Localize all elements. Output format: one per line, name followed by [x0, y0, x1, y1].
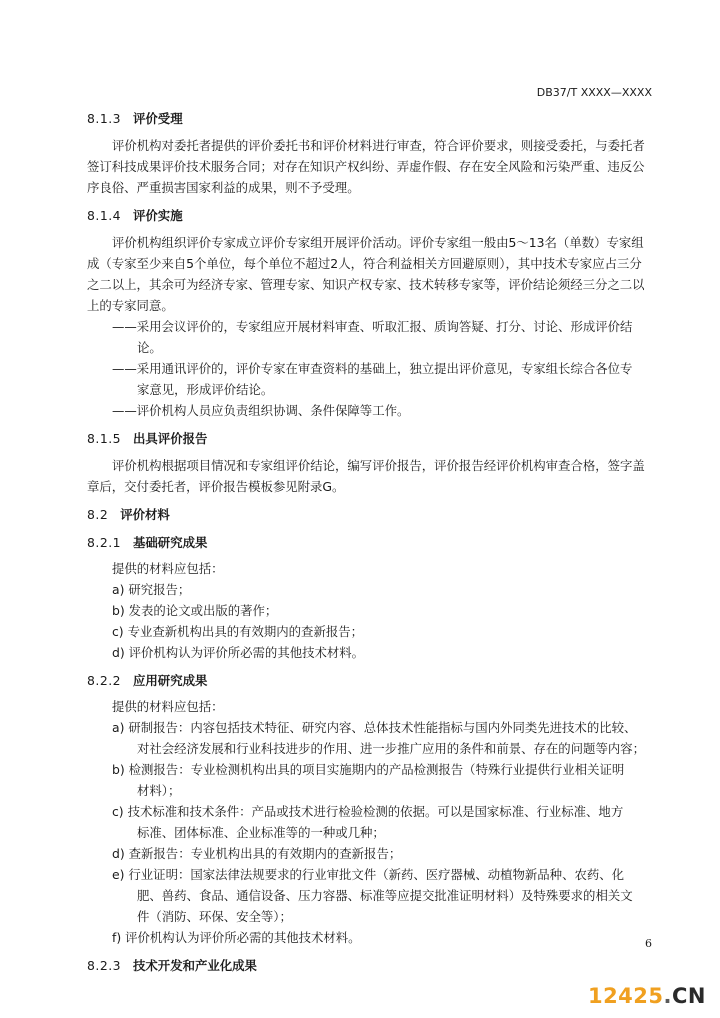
page-number: 6 — [645, 937, 652, 950]
section-title: 出具评价报告 — [133, 431, 208, 446]
list-item-continuation: 对社会经济发展和行业科技进步的作用、进一步推广应用的条件和前景、存在的问题等内容； — [137, 741, 646, 756]
list-item: c) 专业查新机构出具的有效期内的查新报告； — [112, 624, 364, 639]
section-title: 应用研究成果 — [133, 673, 208, 688]
watermark-dot: . — [663, 984, 672, 1008]
list-item-continuation: 标准、团体标准、企业标准等的一种或几种； — [137, 825, 385, 840]
list-item: d) 查新报告：专业机构出具的有效期内的查新报告； — [112, 846, 402, 861]
dash-item-line: 家意见，形成评价结论。 — [137, 382, 274, 397]
section-number: 8.1.4 — [87, 208, 122, 223]
section-title: 技术开发和产业化成果 — [133, 958, 257, 973]
paragraph-line: 评价机构根据项目情况和专家组评价结论，编写评价报告，评价报告经评价机构审查合格，签字盖 — [112, 458, 645, 473]
list-item-continuation: 材料）； — [137, 783, 181, 798]
list-item: b) 发表的论文或出版的著作； — [112, 603, 278, 618]
section-number: 8.2.3 — [87, 958, 122, 973]
list-item-continuation: 件（消防、环保、安全等）； — [137, 909, 292, 924]
watermark-tld: CN — [672, 984, 706, 1008]
section-number: 8.2 — [87, 507, 109, 522]
paragraph-line: 提供的材料应包括： — [112, 561, 224, 576]
paragraph-line: 章后，交付委托者，评价报告模板参见附录G。 — [87, 479, 345, 494]
section-title: 评价实施 — [133, 208, 183, 223]
section-heading-8-2-2 — [87, 673, 207, 689]
paragraph-line: 评价机构组织评价专家成立评价专家组开展评价活动。评价专家组一般由5～13名（单数）专家组 — [112, 235, 644, 250]
paragraph-line: 之二以上，其余可为经济专家、管理专家、知识产权专家、技术转移专家等，评价结论须经三分之二以 — [87, 277, 645, 292]
dash-item-line: ——采用通讯评价的，评价专家在审查资料的基础上，独立提出评价意见，专家组长综合各位专 — [112, 361, 633, 376]
list-item: a) 研究报告； — [112, 582, 191, 597]
section-title: 评价材料 — [120, 507, 170, 522]
list-item: a) 研制报告：内容包括技术特征、研究内容、总体技术性能指标与国内外同类先进技术的比较、 — [112, 720, 637, 735]
paragraph-line: 评价机构对委托者提供的评价委托书和评价材料进行审查，符合评价要求，则接受委托，与委托者 — [112, 138, 645, 153]
list-item: e) 行业证明：国家法律法规要求的行业审批文件（新药、医疗器械、动植物新品种、农药、化 — [112, 867, 625, 882]
section-number: 8.2.1 — [87, 535, 122, 550]
section-number: 8.1.3 — [87, 111, 122, 126]
list-item-continuation: 肥、兽药、食品、通信设备、压力容器、标准等应提交批准证明材料）及特殊要求的相关文 — [137, 888, 633, 903]
section-title: 基础研究成果 — [133, 535, 208, 550]
dash-item-line: ——采用会议评价的，专家组应开展材料审查、听取汇报、质询答疑、打分、讨论、形成评价结 — [112, 319, 633, 334]
section-heading-8-1-4 — [87, 208, 183, 224]
section-heading-8-2 — [87, 507, 170, 523]
list-item: b) 检测报告：专业检测机构出具的项目实施期内的产品检测报告（特殊行业提供行业相关证明 — [112, 762, 625, 777]
paragraph-line: 签订科技成果评价技术服务合同；对存在知识产权纠纷、弄虚作假、存在安全风险和污染严重、违反公 — [87, 159, 645, 174]
section-heading-8-2-1 — [87, 535, 207, 551]
section-heading-8-1-3 — [87, 111, 183, 127]
paragraph-line: 成（专家至少来自5个单位，每个单位不超过2人，符合利益相关方回避原则），其中技术专家应占三分 — [87, 256, 642, 271]
paragraph-line: 序良俗、严重损害国家利益的成果，则不予受理。 — [87, 180, 360, 195]
section-title: 评价受理 — [133, 111, 183, 126]
list-item: d) 评价机构认为评价所必需的其他技术材料。 — [112, 645, 365, 660]
paragraph-line: 提供的材料应包括： — [112, 699, 224, 714]
section-number: 8.2.2 — [87, 673, 122, 688]
section-number: 8.1.5 — [87, 431, 122, 446]
list-item: f) 评价机构认为评价所必需的其他技术材料。 — [112, 930, 361, 945]
section-heading-8-1-5 — [87, 431, 207, 447]
site-watermark — [588, 984, 706, 1008]
dash-item-line: ——评价机构人员应负责组织协调、条件保障等工作。 — [112, 403, 410, 418]
list-item: c) 技术标准和技术条件：产品或技术进行检验检测的依据。可以是国家标准、行业标准、地方 — [112, 804, 624, 819]
paragraph-line: 上的专家同意。 — [87, 298, 174, 313]
document-code: DB37/T XXXX—XXXX — [536, 86, 652, 99]
watermark-digits: 12425 — [587, 984, 664, 1008]
section-heading-8-2-3 — [87, 958, 257, 974]
dash-item-line: 论。 — [137, 340, 162, 355]
